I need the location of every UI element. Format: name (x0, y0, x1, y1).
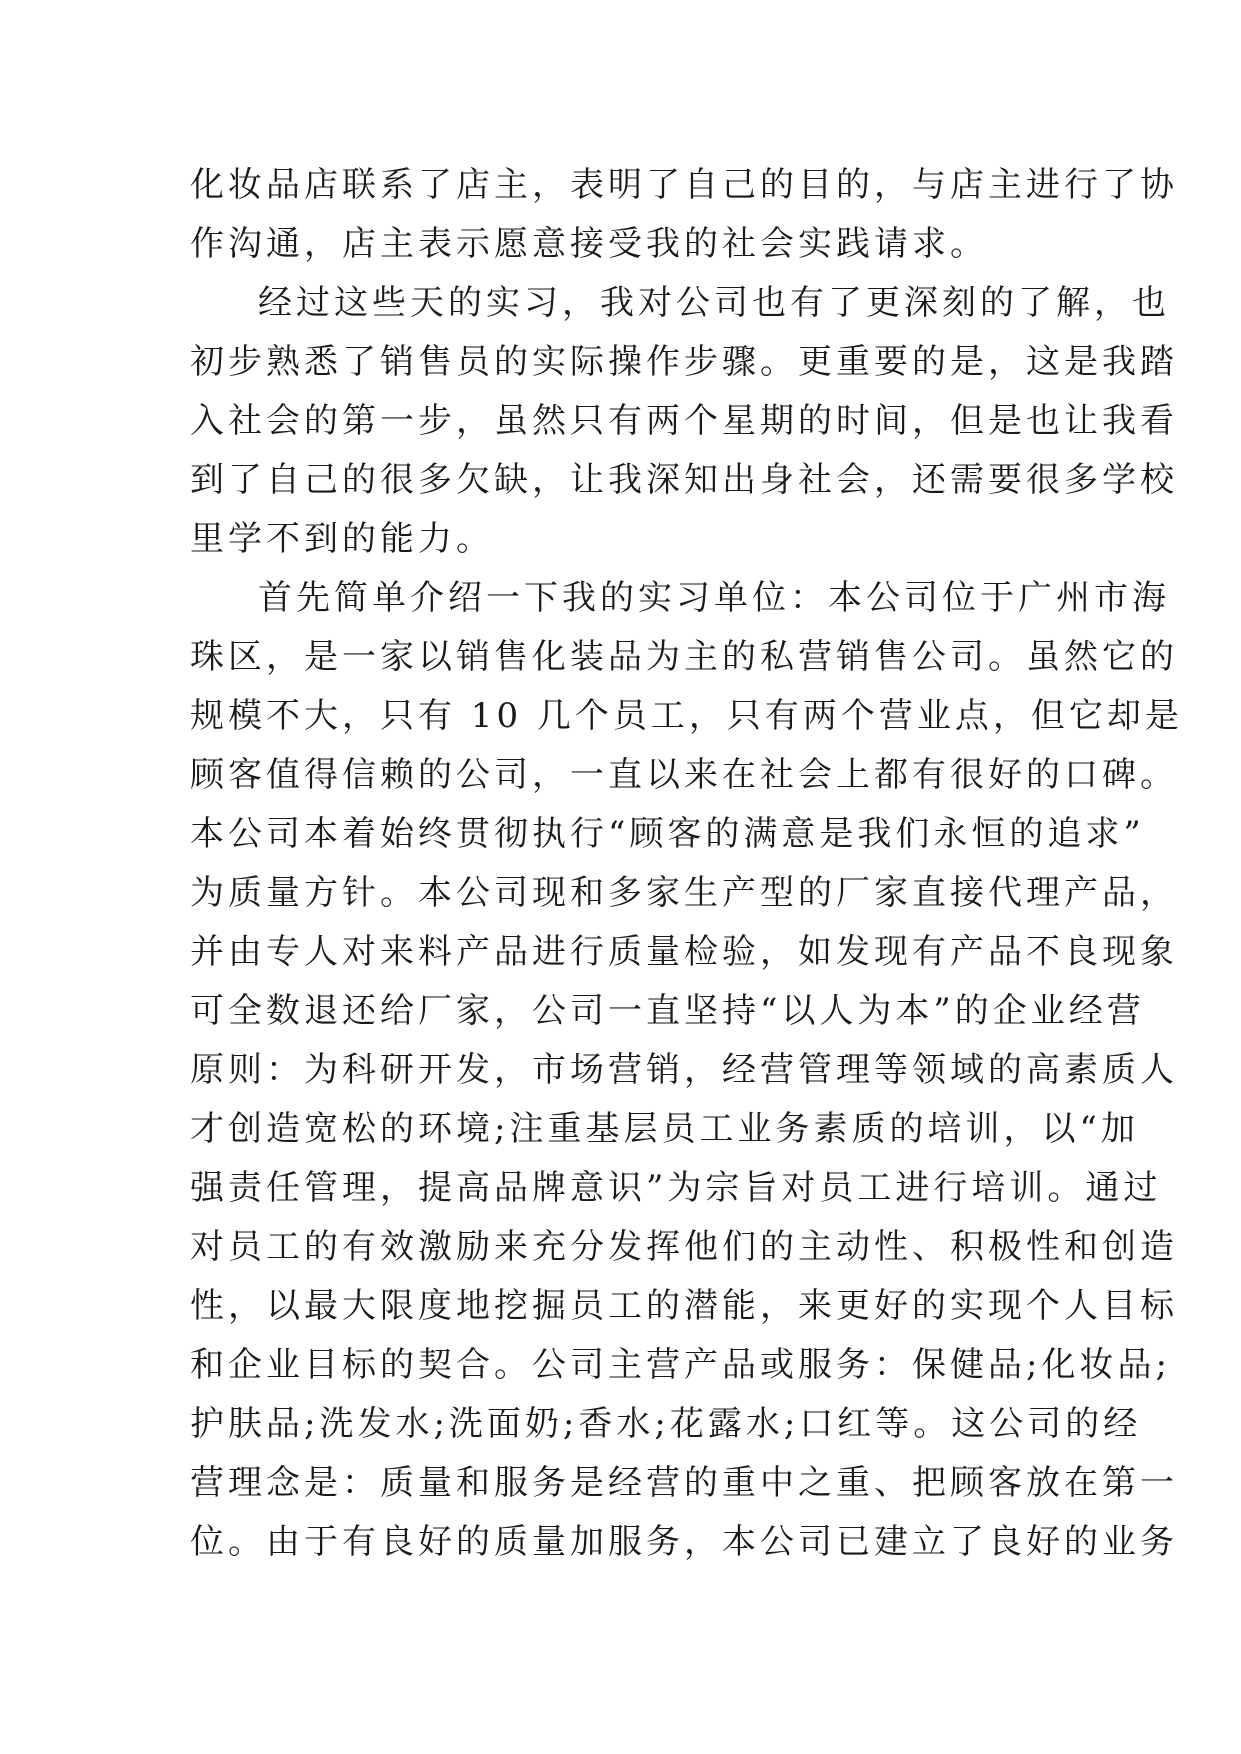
text-line: 并由专人对来料产品进行质量检验，如发现有产品不良现象 (190, 932, 1178, 972)
text-line: 入社会的第一步，虽然只有两个星期的时间，但是也让我看 (190, 401, 1178, 441)
text-line: 原则：为科研开发，市场营销，经营管理等领域的高素质人 (190, 1050, 1178, 1090)
text-line: 为质量方针。本公司现和多家生产型的厂家直接代理产品， (190, 873, 1178, 913)
text-line: 对员工的有效激励来充分发挥他们的主动性、积极性和创造 (190, 1227, 1178, 1267)
text-line: 营理念是：质量和服务是经营的重中之重、把顾客放在第一 (190, 1463, 1178, 1503)
body-text (190, 156, 1183, 1572)
text-line: 性，以最大限度地挖掘员工的潜能，来更好的实现个人目标 (190, 1286, 1178, 1326)
text-line: 初步熟悉了销售员的实际操作步骤。更重要的是，这是我踏 (190, 342, 1178, 382)
text-line: 里学不到的能力。 (190, 519, 494, 559)
text-line: 护肤品;洗发水;洗面奶;香水;花露水;口红等。这公司的经 (190, 1404, 1142, 1444)
text-line: 作沟通，店主表示愿意接受我的社会实践请求。 (190, 224, 988, 264)
text-line: 珠区，是一家以销售化装品为主的私营销售公司。虽然它的 (190, 637, 1178, 677)
paragraph-start-line: 经过这些天的实习，我对公司也有了更深刻的了解，也 (258, 283, 1170, 323)
text-line: 位。由于有良好的质量加服务，本公司已建立了良好的业务 (190, 1522, 1178, 1562)
text-line: 强责任管理，提高品牌意识”为宗旨对员工进行培训。通过 (190, 1168, 1162, 1208)
text-line: 顾客值得信赖的公司，一直以来在社会上都有很好的口碑。 (190, 755, 1178, 795)
text-line: 化妆品店联系了店主，表明了自己的目的，与店主进行了协 (190, 165, 1178, 205)
paragraph-start-line: 首先简单介绍一下我的实习单位：本公司位于广州市海 (258, 578, 1170, 618)
text-line: 本公司本着始终贯彻执行“顾客的满意是我们永恒的追求” (190, 814, 1145, 854)
text-line: 和企业目标的契合。公司主营产品或服务：保健品;化妆品; (190, 1345, 1171, 1385)
text-line: 到了自己的很多欠缺，让我深知出身社会，还需要很多学校 (190, 460, 1178, 500)
text-line: 可全数退还给厂家，公司一直坚持“以人为本”的企业经营 (190, 991, 1145, 1031)
text-line: 规模不大，只有 10 几个员工，只有两个营业点，但它却是 (190, 696, 1183, 736)
text-line: 才创造宽松的环境;注重基层员工业务素质的培训，以“加 (190, 1109, 1139, 1149)
